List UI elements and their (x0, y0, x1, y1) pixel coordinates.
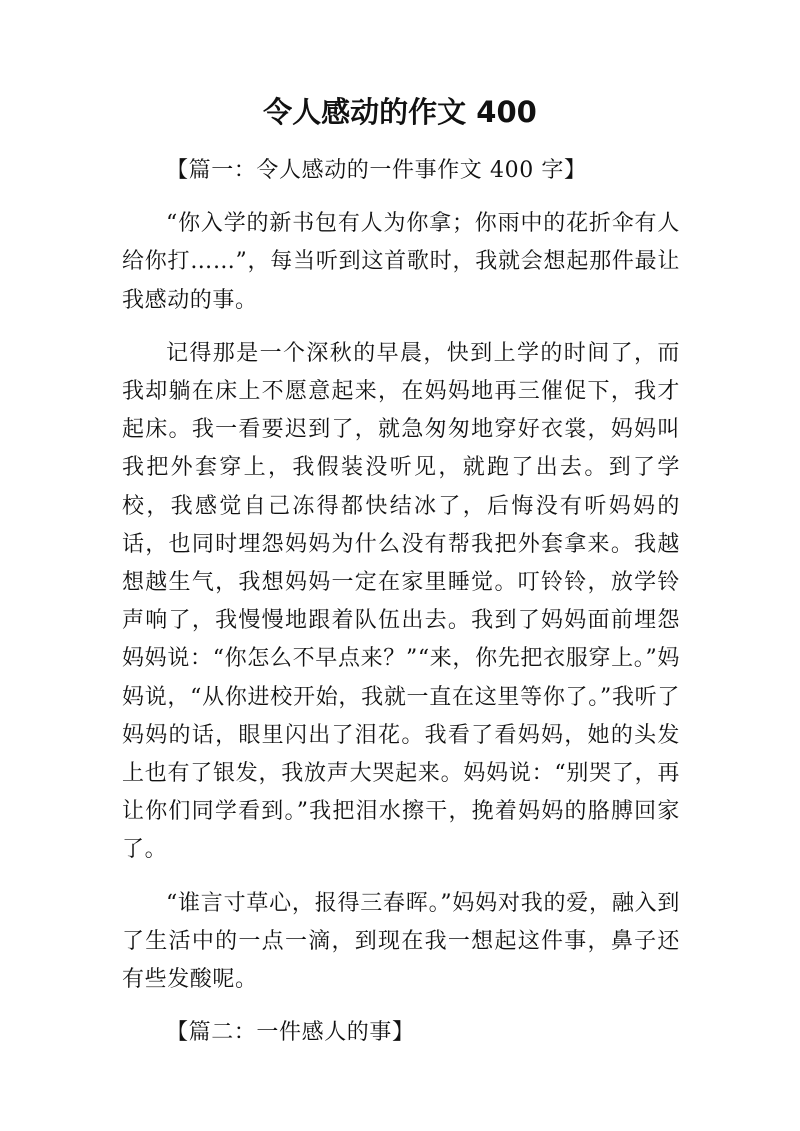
paragraph-3: “谁言寸草心，报得三春晖。”妈妈对我的爱，融入到了生活中的一点一滴，到现在我一想起这件事，鼻子还有些发酸呢。 (122, 890, 680, 993)
document-title: 令人感动的作文 400 (263, 95, 537, 129)
section-heading-2: 【篇二：一件感人的事】 (166, 1020, 415, 1046)
document-body (122, 152, 680, 1067)
paragraph-2: 记得那是一个深秋的早晨，快到上学的时间了，而我却躺在床上不愿意起来，在妈妈地再三催促下，我才起床。我一看要迟到了，就急匆匆地穿好衣裳，妈妈叫我把外套穿上，我假装没听见，就跑了出去。到了学校，我感觉自己冻得都快结冰了，后悔没有听妈妈的话，也同时埋怨妈妈为什么没有帮我把外套拿来。我越想越生气，我想妈妈一定在家里睡觉。叮铃铃，放学铃声响了，我慢慢地跟着队伍出去。我到了妈妈面前埋怨妈妈说：“你怎么不早点来？”“来，你先把衣服穿上。”妈妈说，“从你进校开始，我就一直在这里等你了。”我听了妈妈的话，眼里闪出了泪花。我看了看妈妈，她的头发上也有了银发，我放声大哭起来。妈妈说：“别哭了，再让你们同学看到。”我把泪水擦干，挽着妈妈的胳膊回家了。 (122, 340, 680, 863)
section-heading-1: 【篇一：令人感动的一件事作文 400 字】 (166, 158, 587, 183)
paragraph-1: “你入学的新书包有人为你拿；你雨中的花折伞有人给你打……”，每当听到这首歌时，我就会想起那件最让我感动的事。 (122, 211, 680, 313)
